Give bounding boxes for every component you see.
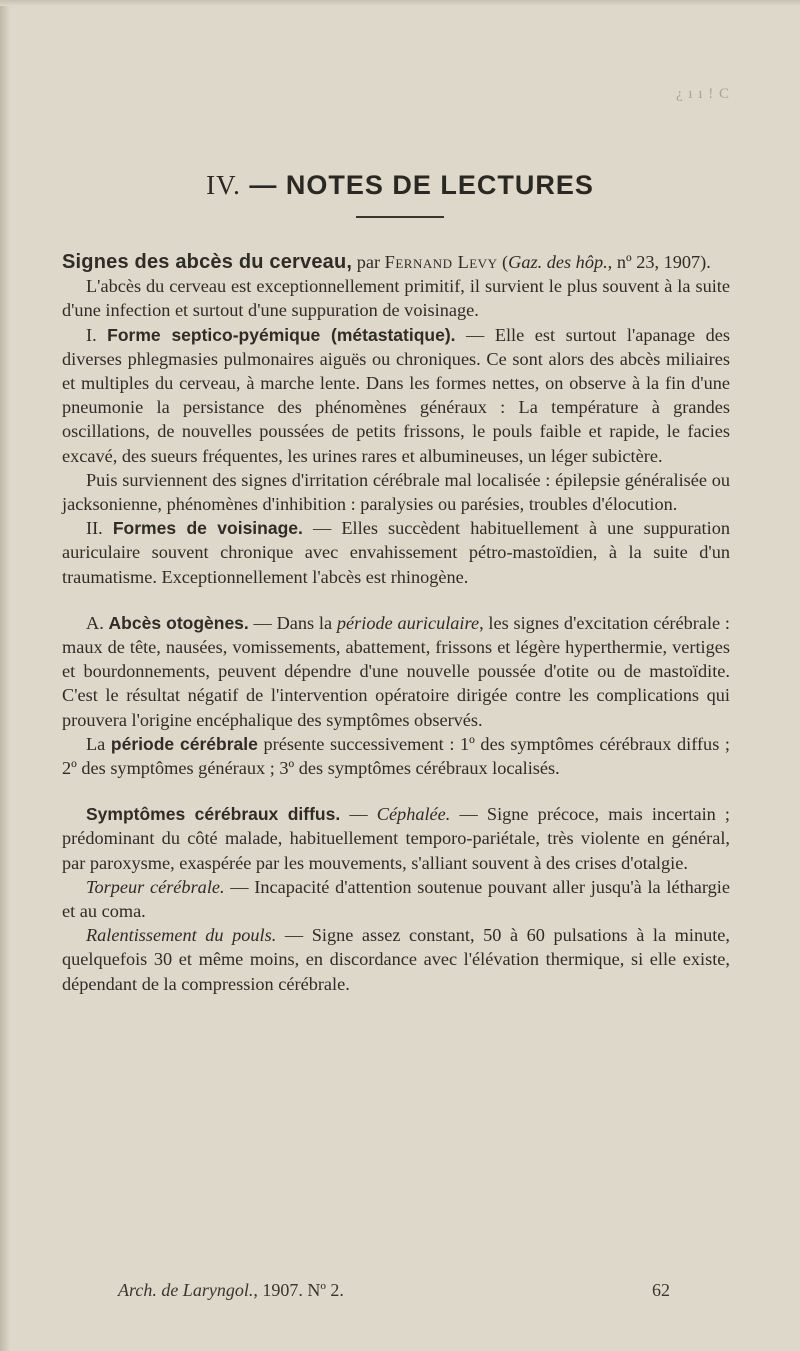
diffuse-text: — Signe précoce, mais incertain ; prédominant du côté malade, habituellement temporo-pariétale, très violente en général, par paroxysme, exaspérée par les mouvements, s'alliant souvent à des crises d'otalgie. bbox=[62, 804, 731, 873]
paragraph-diffuse bbox=[62, 802, 730, 875]
cerebral-pre: La bbox=[86, 733, 111, 754]
paragraph-otogenes bbox=[62, 611, 730, 732]
paragraph-form-2 bbox=[62, 516, 730, 589]
otogenes-pre: — Dans la bbox=[248, 612, 337, 633]
form-2-number: II. bbox=[86, 518, 113, 539]
section-dash: — bbox=[249, 170, 278, 200]
article-by: par bbox=[352, 252, 385, 272]
paragraph-intro: L'abcès du cerveau est exceptionnellement primitif, il survient le plus souvent à la suite d'une infection et surtout d'une suppuration de voisinage. bbox=[62, 276, 730, 321]
section-title: NOTES DE LECTURES bbox=[285, 170, 594, 200]
paragraph-torpeur bbox=[62, 875, 730, 923]
article-body bbox=[62, 250, 730, 996]
article-journal: Gaz. des hôp. bbox=[508, 252, 608, 272]
cerebral-title: période cérébrale bbox=[110, 733, 258, 754]
form-1-number: I. bbox=[86, 324, 108, 345]
torpeur-text: — Incapacité d'attention soutenue pouvant aller jusqu'à la léthargie et au coma. bbox=[62, 876, 730, 922]
article-header bbox=[62, 250, 730, 274]
article-ref-open: ( bbox=[497, 252, 509, 272]
spacer bbox=[62, 780, 730, 802]
paragraph-form-1-cont: Puis surviennent des signes d'irritation cérébrale mal localisée : épilepsie généralisée ou jacksonienne, phénomènes d'inhibition : paralysies ou parésies, troubles d'élocution. bbox=[62, 469, 730, 515]
heading-rule bbox=[356, 216, 444, 218]
cerebral-text: présente successivement : 1º des symptômes cérébraux diffus ; 2º des symptômes généraux ; 3º des symptômes cérébraux localisés. bbox=[62, 733, 730, 779]
article-title: Signes des abcès du cerveau, bbox=[62, 251, 353, 273]
article-author: Fernand Levy bbox=[384, 252, 498, 272]
paragraph-cerebral-period bbox=[62, 732, 730, 780]
form-2-title: Formes de voisinage. bbox=[112, 518, 303, 539]
otogenes-text: , les signes d'excitation cérébrale : maux de tête, nausées, vomissements, abattement, frissons et légère hyperthermie, vertiges et bourdonnements, peuvent dépendre d'une nouvelle poussée d'otite ou de mastoïdite. C'est le résultat négatif de l'intervention opératoire dirigée contre les complications qui prouvera l'origine encéphalique des symptômes observés. bbox=[62, 612, 731, 730]
section-heading bbox=[0, 170, 800, 201]
otogenes-number: A. bbox=[86, 612, 109, 633]
paragraph-ralentissement bbox=[62, 923, 730, 996]
form-2-text: — Elles succèdent habituellement à une suppuration auriculaire souvent chronique avec envahissement pétro-mastoïdien, à la suite d'un traumatisme. Exceptionnellement l'abcès est rhinogène. bbox=[62, 518, 730, 587]
page-footer bbox=[118, 1280, 670, 1301]
diffuse-dash: — bbox=[340, 804, 377, 825]
diffuse-subtitle: Céphalée. bbox=[376, 804, 451, 825]
form-1-title: Forme septico-pyémique (métastatique). bbox=[107, 324, 456, 345]
torpeur-subtitle: Torpeur cérébrale. bbox=[86, 876, 225, 897]
form-1-text: — Elle est surtout l'apanage des diverses phlegmasies pulmonaires aiguës ou chroniques. Ce sont alors des abcès miliaires et multiples du cerveau, à marche lente. Dans les formes nettes, on observe à la fin d'une pneumonie la persistance des phénomènes généraux : La température à grandes oscillations, de nouvelles poussées de petits frissons, le pouls faible et rapide, le facies excavé, des sueurs fréquentes, les urines rares et albumineuses, un léger subictère. bbox=[62, 324, 730, 466]
article-ref-rest: , nº 23, 1907). bbox=[607, 252, 711, 272]
diffuse-title: Symptômes cérébraux diffus. bbox=[86, 804, 341, 825]
corner-mark: ¿ ı ı ! C bbox=[676, 86, 730, 102]
footer-journal: Arch. de Laryngol. bbox=[118, 1280, 254, 1300]
ralentissement-subtitle: Ralentissement du pouls. bbox=[86, 925, 277, 946]
otogenes-period: période auriculaire bbox=[336, 612, 480, 633]
spacer bbox=[62, 589, 730, 611]
otogenes-title: Abcès otogènes. bbox=[108, 612, 249, 633]
page-number: 62 bbox=[652, 1280, 670, 1300]
paragraph-form-1 bbox=[62, 323, 730, 468]
ralentissement-text: — Signe assez constant, 50 à 60 pulsations à la minute, quelquefois 30 et même moins, en discordance avec l'élévation thermique, si elle existe, dépendant de la compression cérébrale. bbox=[62, 925, 730, 994]
footer-issue: , 1907. Nº 2. bbox=[253, 1280, 344, 1300]
section-number: IV. bbox=[206, 170, 241, 200]
